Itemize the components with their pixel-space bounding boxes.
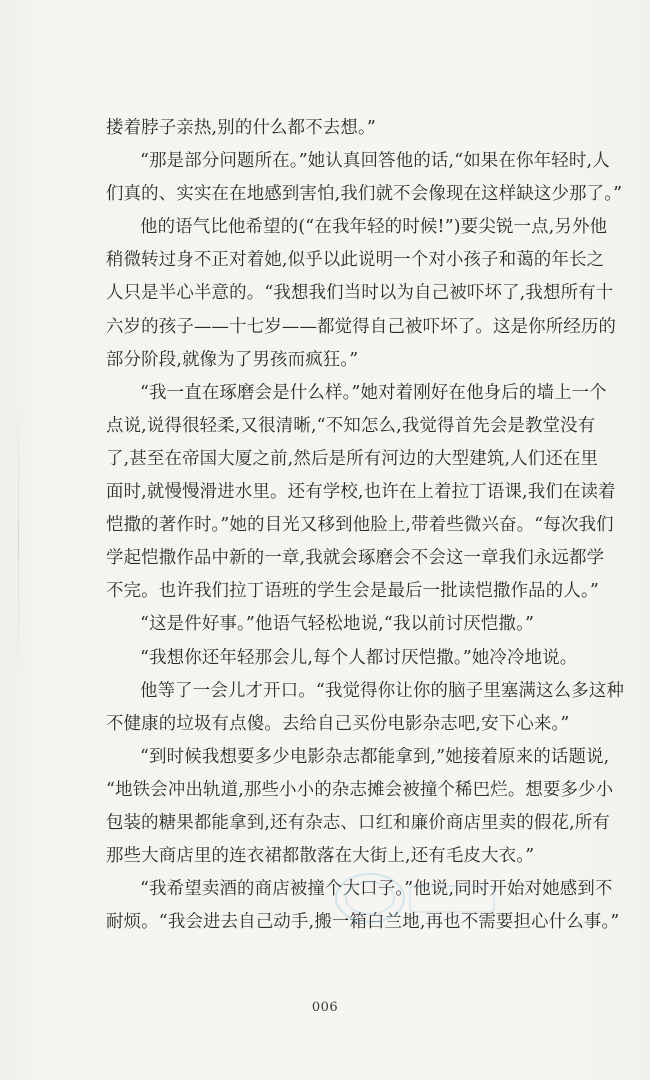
- text-line: 不完。也许我们拉丁语班的学生会是最后一批读恺撒作品的人。”: [106, 581, 599, 602]
- text-line: 们真的、实实在在地感到害怕,我们就不会像现在这样缺这少那了。”: [106, 184, 623, 205]
- text-line: 学起恺撒作品中新的一章,我就会琢磨会不会这一章我们永远都学: [106, 548, 605, 569]
- text-line: “我想你还年轻那会儿,每个人都讨厌恺撒。”她冷冷地说。: [140, 647, 578, 668]
- text-line: 包装的糖果都能拿到,还有杂志、口红和廉价商店里卖的假花,所有: [106, 812, 610, 833]
- text-line: 面时,就慢慢滑进水里。还有学校,也许在上着拉丁语课,我们在读着: [106, 482, 616, 503]
- text-line: “到时候我想要多少电影杂志都能拿到,”她接着原来的话题说,: [140, 746, 610, 767]
- text-line: 耐烦。“我会进去自己动手,搬一箱白兰地,再也不需要担心什么事。”: [106, 912, 620, 933]
- text-line: 部分阶段,就像为了男孩而疯狂。”: [106, 349, 359, 370]
- page-number: 006: [311, 1000, 339, 1015]
- body-text: [106, 112, 625, 939]
- text-line: 他等了一会儿才开口。“我觉得你让你的脑子里塞满这么多这种: [140, 680, 625, 701]
- text-line: 搂着脖子亲热,别的什么都不去想。”: [106, 118, 376, 138]
- text-line: 六岁的孩子——十七岁——都觉得自己被吓坏了。这是你所经历的: [106, 316, 617, 337]
- text-line: “我希望卖酒的商店被撞个大口子。”他说,同时开始对她感到不: [140, 879, 613, 900]
- text-line: “我一直在琢磨会是什么样。”她对着刚好在他身后的墙上一个: [140, 382, 607, 403]
- text-line: 了,甚至在帝国大厦之前,然后是所有河边的大型建筑,人们还在里: [106, 448, 599, 469]
- text-line: 人只是半心半意的。“我想我们当时以为自己被吓坏了,我想所有十: [106, 283, 614, 304]
- text-line: 点说,说得很轻柔,又很清晰,“不知怎么,我觉得首先会是教堂没有: [106, 415, 596, 436]
- text-line: 稍微转过身不正对着她,似乎以此说明一个对小孩子和蔼的年长之: [106, 250, 605, 271]
- text-line: “地铁会冲出轨道,那些小小的杂志摊会被撞个稀巴烂。想要多少小: [106, 779, 614, 800]
- text-line: 不健康的垃圾有点傻。去给自己买份电影杂志吧,安下心来。”: [106, 713, 570, 734]
- text-line: 那些大商店里的连衣裙都散落在大街上,还有毛皮大衣。”: [106, 846, 535, 867]
- text-line: “那是部分问题所在。”她认真回答他的话,“如果在你年轻时,人: [140, 151, 610, 172]
- text-line: “这是件好事。”他语气轻松地说,“我以前讨厌恺撒。”: [140, 614, 535, 635]
- text-line: 他的语气比他希望的(“在我年轻的时候!”)要尖锐一点,另外他: [140, 217, 608, 238]
- text-line: 恺撒的著作时。”她的目光又移到他脸上,带着些微兴奋。“每次我们: [106, 515, 614, 536]
- page-fold-shadow: [18, 390, 19, 690]
